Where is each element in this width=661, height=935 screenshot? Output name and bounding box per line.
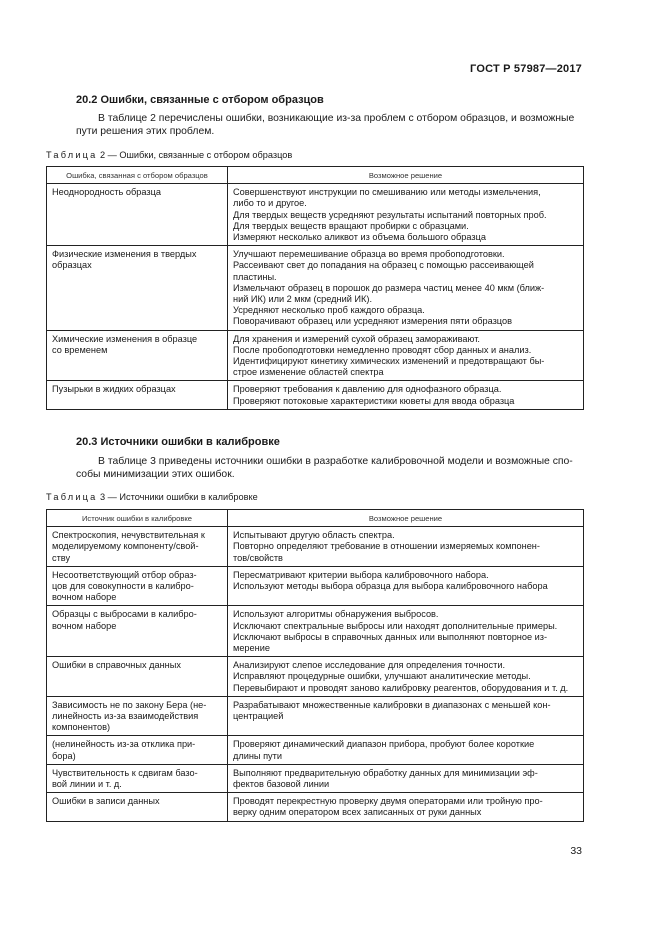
caption-text: 2 — Ошибки, связанные с отбором образцов — [97, 150, 293, 160]
cell-line: образцах — [52, 260, 92, 271]
solution-cell — [228, 381, 584, 409]
caption-text: 3 — Источники ошибки в калибровке — [97, 492, 258, 502]
cell-line: Перевыбирают и проводят заново калибровку реагентов, оборудования и т. д. — [233, 682, 569, 693]
cell-line: строе изменение областей спектра — [233, 367, 384, 378]
table-row — [47, 330, 584, 381]
cell-line: Проверяют потоковые характеристики кюветы для ввода образца — [233, 395, 515, 406]
cell-line: Ошибки в записи данных — [52, 796, 160, 807]
error-cell — [47, 527, 228, 567]
column-header: Источник ошибки в калибровке — [47, 510, 228, 527]
cell-line: Идентифицируют кинетику химических изменений и предотвращают бы- — [233, 356, 545, 367]
cell-line: Исправляют процедурные ошибки, улучшают аналитические методы. — [233, 671, 531, 682]
table-row — [47, 736, 584, 764]
cell-line: тов/свойств — [233, 552, 283, 563]
cell-line: Анализируют слепое исследование для определения точности. — [233, 660, 506, 671]
cell-line: вочном наборе — [52, 620, 117, 631]
cell-line: Измеряют несколько аликвот из объема большого образца — [233, 232, 486, 243]
cell-line: центрацией — [233, 711, 284, 722]
error-cell — [47, 184, 228, 246]
cell-line: мерение — [233, 643, 270, 654]
cell-line: ству — [52, 552, 71, 563]
error-cell — [47, 764, 228, 792]
section-20-2-title: 20.2 Ошибки, связанные с отбором образцов — [76, 94, 324, 106]
paragraph-line: пути решения этих проблем. — [76, 126, 215, 137]
cell-line: Выполняют предварительную обработку данных для минимизации эф- — [233, 767, 538, 778]
paragraph-line: В таблице 3 приведены источники ошибки в разработке калибровочной модели и возможные спо- — [98, 456, 573, 467]
solution-cell — [228, 184, 584, 246]
cell-line: либо то и другое. — [233, 198, 307, 209]
table-header-row — [47, 167, 584, 184]
table-row — [47, 381, 584, 409]
cell-line: Исключают выбросы в справочных данных или выполняют повторное из- — [233, 631, 548, 642]
cell-line: верку одним оператором всех записанных от руки данных — [233, 807, 482, 818]
table-row — [47, 566, 584, 606]
standard-code: ГОСТ Р 57987—2017 — [470, 63, 582, 75]
cell-line: Проводят перекрестную проверку двумя операторами или тройную про- — [233, 796, 543, 807]
error-cell — [47, 330, 228, 381]
cell-line: цов для совокупности в калибро- — [52, 581, 194, 592]
cell-line: (нелинейность из-за отклика при- — [52, 739, 196, 750]
cell-line: Химические изменения в образце — [52, 333, 198, 344]
table-3-caption — [46, 492, 258, 502]
error-cell — [47, 381, 228, 409]
cell-line: Усредняют несколько проб каждого образца. — [233, 305, 425, 316]
solution-cell — [228, 793, 584, 821]
cell-line: Испытывают другую область спектра. — [233, 530, 395, 541]
cell-line: фектов базовой линии — [233, 779, 330, 790]
cell-line: Разрабатывают множественные калибровки в диапазонах с меньшей кон- — [233, 699, 551, 710]
column-header: Возможное решение — [228, 510, 584, 527]
cell-line: Ошибки в справочных данных — [52, 660, 181, 671]
cell-line: Зависимость не по закону Бера (не- — [52, 699, 207, 710]
solution-cell — [228, 246, 584, 330]
column-header: Возможное решение — [228, 167, 584, 184]
cell-line: Измельчают образец в порошок до размера частиц менее 40 мкм (ближ- — [233, 282, 545, 293]
cell-line: Пузырьки в жидких образцах — [52, 384, 176, 395]
error-cell — [47, 696, 228, 736]
solution-cell — [228, 566, 584, 606]
cell-line: Пересматривают критерии выбора калибровочного набора. — [233, 569, 489, 580]
cell-line: Несоответствующий отбор образ- — [52, 569, 197, 580]
solution-cell — [228, 696, 584, 736]
cell-line: Поворачивают образец или усредняют измерения пяти образцов — [233, 316, 512, 327]
table-2-caption — [46, 150, 292, 160]
solution-cell — [228, 736, 584, 764]
cell-line: Чувствительность к сдвигам базо- — [52, 767, 198, 778]
cell-line: ний ИК) или 2 мкм (средний ИК). — [233, 294, 372, 305]
cell-line: Неоднородность образца — [52, 187, 161, 198]
table-2 — [46, 166, 584, 410]
error-cell — [47, 606, 228, 657]
cell-line: Проверяют динамический диапазон прибора, пробуют более короткие — [233, 739, 535, 750]
error-cell — [47, 657, 228, 697]
cell-line: Улучшают перемешивание образца во время пробоподготовки. — [233, 249, 505, 260]
section-20-2-paragraph — [76, 112, 583, 138]
cell-line: Совершенствуют инструкции по смешиванию или методы измельчения, — [233, 187, 541, 198]
cell-line: Спектроскопия, нечувствительная к — [52, 530, 205, 541]
table-header-row — [47, 510, 584, 527]
table-row — [47, 527, 584, 567]
cell-line: Образцы с выбросами в калибро- — [52, 609, 197, 620]
paragraph-line: В таблице 2 перечислены ошибки, возникающие из-за проблем с отбором образцов, и возможные — [98, 113, 575, 124]
paragraph-line: собы минимизации этих ошибок. — [76, 469, 235, 480]
cell-line: со временем — [52, 344, 108, 355]
error-cell — [47, 793, 228, 821]
table-row — [47, 764, 584, 792]
cell-line: пластины. — [233, 271, 277, 282]
cell-line: Рассеивают свет до попадания на образец с помощью рассеивающей — [233, 260, 534, 271]
table-row — [47, 246, 584, 330]
table-row — [47, 606, 584, 657]
table-3 — [46, 509, 584, 822]
error-cell — [47, 246, 228, 330]
cell-line: линейность из-за взаимодействия — [52, 711, 199, 722]
cell-line: Проверяют требования к давлению для однофазного образца. — [233, 384, 502, 395]
solution-cell — [228, 764, 584, 792]
cell-line: Используют алгоритмы обнаружения выбросов. — [233, 609, 439, 620]
cell-line: вочном наборе — [52, 592, 117, 603]
error-cell — [47, 736, 228, 764]
caption-label: Таблица — [46, 492, 98, 502]
table-row — [47, 657, 584, 697]
cell-line: Повторно определяют требование в отношении измеряемых компонен- — [233, 541, 540, 552]
cell-line: Для твердых веществ вращают пробирки с образцами. — [233, 220, 469, 231]
cell-line: Исключают спектральные выбросы или находят дополнительные примеры. — [233, 620, 558, 631]
section-20-3-paragraph — [76, 455, 583, 481]
cell-line: моделируемому компоненту/свой- — [52, 541, 199, 552]
page-number: 33 — [570, 845, 582, 857]
cell-line: Для хранения и измерений сухой образец замораживают. — [233, 333, 480, 344]
cell-line: Для твердых веществ усредняют результаты испытаний повторных проб. — [233, 209, 547, 220]
cell-line: вой линии и т. д. — [52, 779, 122, 790]
cell-line: Физические изменения в твердых — [52, 249, 197, 260]
solution-cell — [228, 527, 584, 567]
table-row — [47, 184, 584, 246]
cell-line: длины пути — [233, 750, 282, 761]
table-row — [47, 793, 584, 821]
solution-cell — [228, 657, 584, 697]
cell-line: Используют методы выбора образца для выбора калибровочного набора — [233, 581, 548, 592]
cell-line: После пробоподготовки немедленно проводят сбор данных и анализ. — [233, 344, 532, 355]
column-header: Ошибка, связанная с отбором образцов — [47, 167, 228, 184]
caption-label: Таблица — [46, 150, 98, 160]
section-20-3-title: 20.3 Источники ошибки в калибровке — [76, 436, 280, 448]
table-row — [47, 696, 584, 736]
cell-line: компонентов) — [52, 722, 111, 733]
solution-cell — [228, 330, 584, 381]
cell-line: бора) — [52, 750, 76, 761]
solution-cell — [228, 606, 584, 657]
error-cell — [47, 566, 228, 606]
